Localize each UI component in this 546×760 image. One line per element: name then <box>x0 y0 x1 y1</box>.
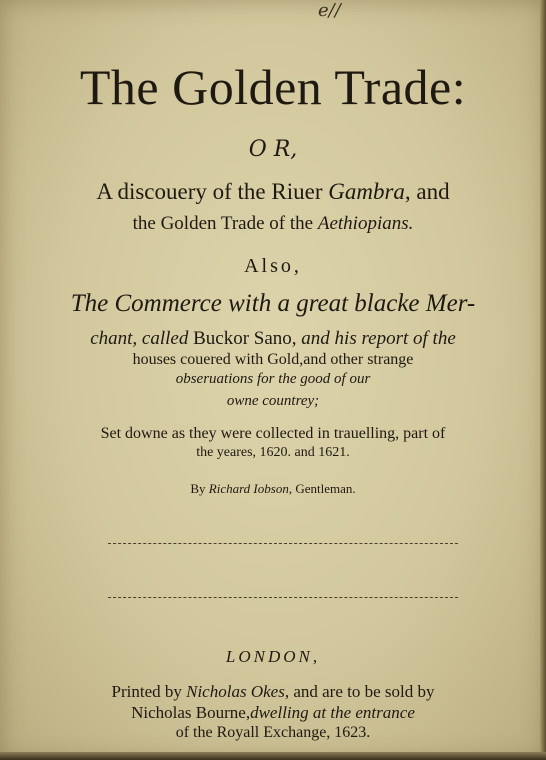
subtitle-text-d: the Golden Trade of the <box>132 213 314 234</box>
bookseller-name: Nicholas Bourne, <box>131 703 251 722</box>
author-title: Gentleman. <box>295 481 356 496</box>
commerce-observations-line-2: owne countrey; <box>226 393 320 409</box>
bookseller-location: dwelling at the entrance <box>250 703 415 722</box>
subtitle-line-2 <box>0 214 546 233</box>
page-edge-bottom <box>0 752 546 760</box>
book-title: The Golden Trade: <box>79 59 467 115</box>
subtitle-line-1 <box>0 180 546 203</box>
also-heading: Also, <box>244 255 302 277</box>
subtitle-text-c: , and <box>404 179 450 204</box>
imprint-city: LONDON, <box>225 647 321 666</box>
subtitle-aethiopians: Aethiopians. <box>317 213 414 234</box>
commerce-houses-line: houses couered with Gold,and other strange <box>132 351 414 368</box>
byline <box>0 482 546 495</box>
author-name: Richard Iobson, <box>208 481 293 496</box>
imprint-bookseller-line <box>0 704 546 721</box>
margin-mark: e// <box>318 0 341 21</box>
or-line: O R, <box>248 137 298 162</box>
byline-by: By <box>190 481 206 496</box>
commerce-line-1: The Commerce with a great blacke Mer- <box>70 290 476 317</box>
commerce-observations-line-1: obseruations for the good of our <box>175 371 371 387</box>
divider-rule-top <box>108 543 458 544</box>
imprint-text-b: , and are to be sold by <box>284 682 435 701</box>
subtitle-gambra: Gambra <box>328 179 405 204</box>
imprint-text-a: Printed by <box>111 682 182 701</box>
merchant-name: Buckor Sano, <box>193 328 297 349</box>
setdown-line-1: Set downe as they were collected in trauelling, part of <box>100 425 446 442</box>
imprint-printer-line <box>0 683 546 700</box>
setdown-line-2: the yeares, 1620. and 1621. <box>196 445 350 460</box>
printer-name: Nicholas Okes <box>186 682 285 701</box>
commerce-line-2 <box>0 329 546 348</box>
subtitle-text-a: A discouery of the Riuer <box>96 179 323 204</box>
imprint-date-line: of the Royall Exchange, 1623. <box>175 724 371 741</box>
commerce-text-a: chant, called <box>90 328 189 349</box>
divider-rule-bottom <box>108 597 458 598</box>
commerce-text-c: and his report of the <box>301 328 456 349</box>
